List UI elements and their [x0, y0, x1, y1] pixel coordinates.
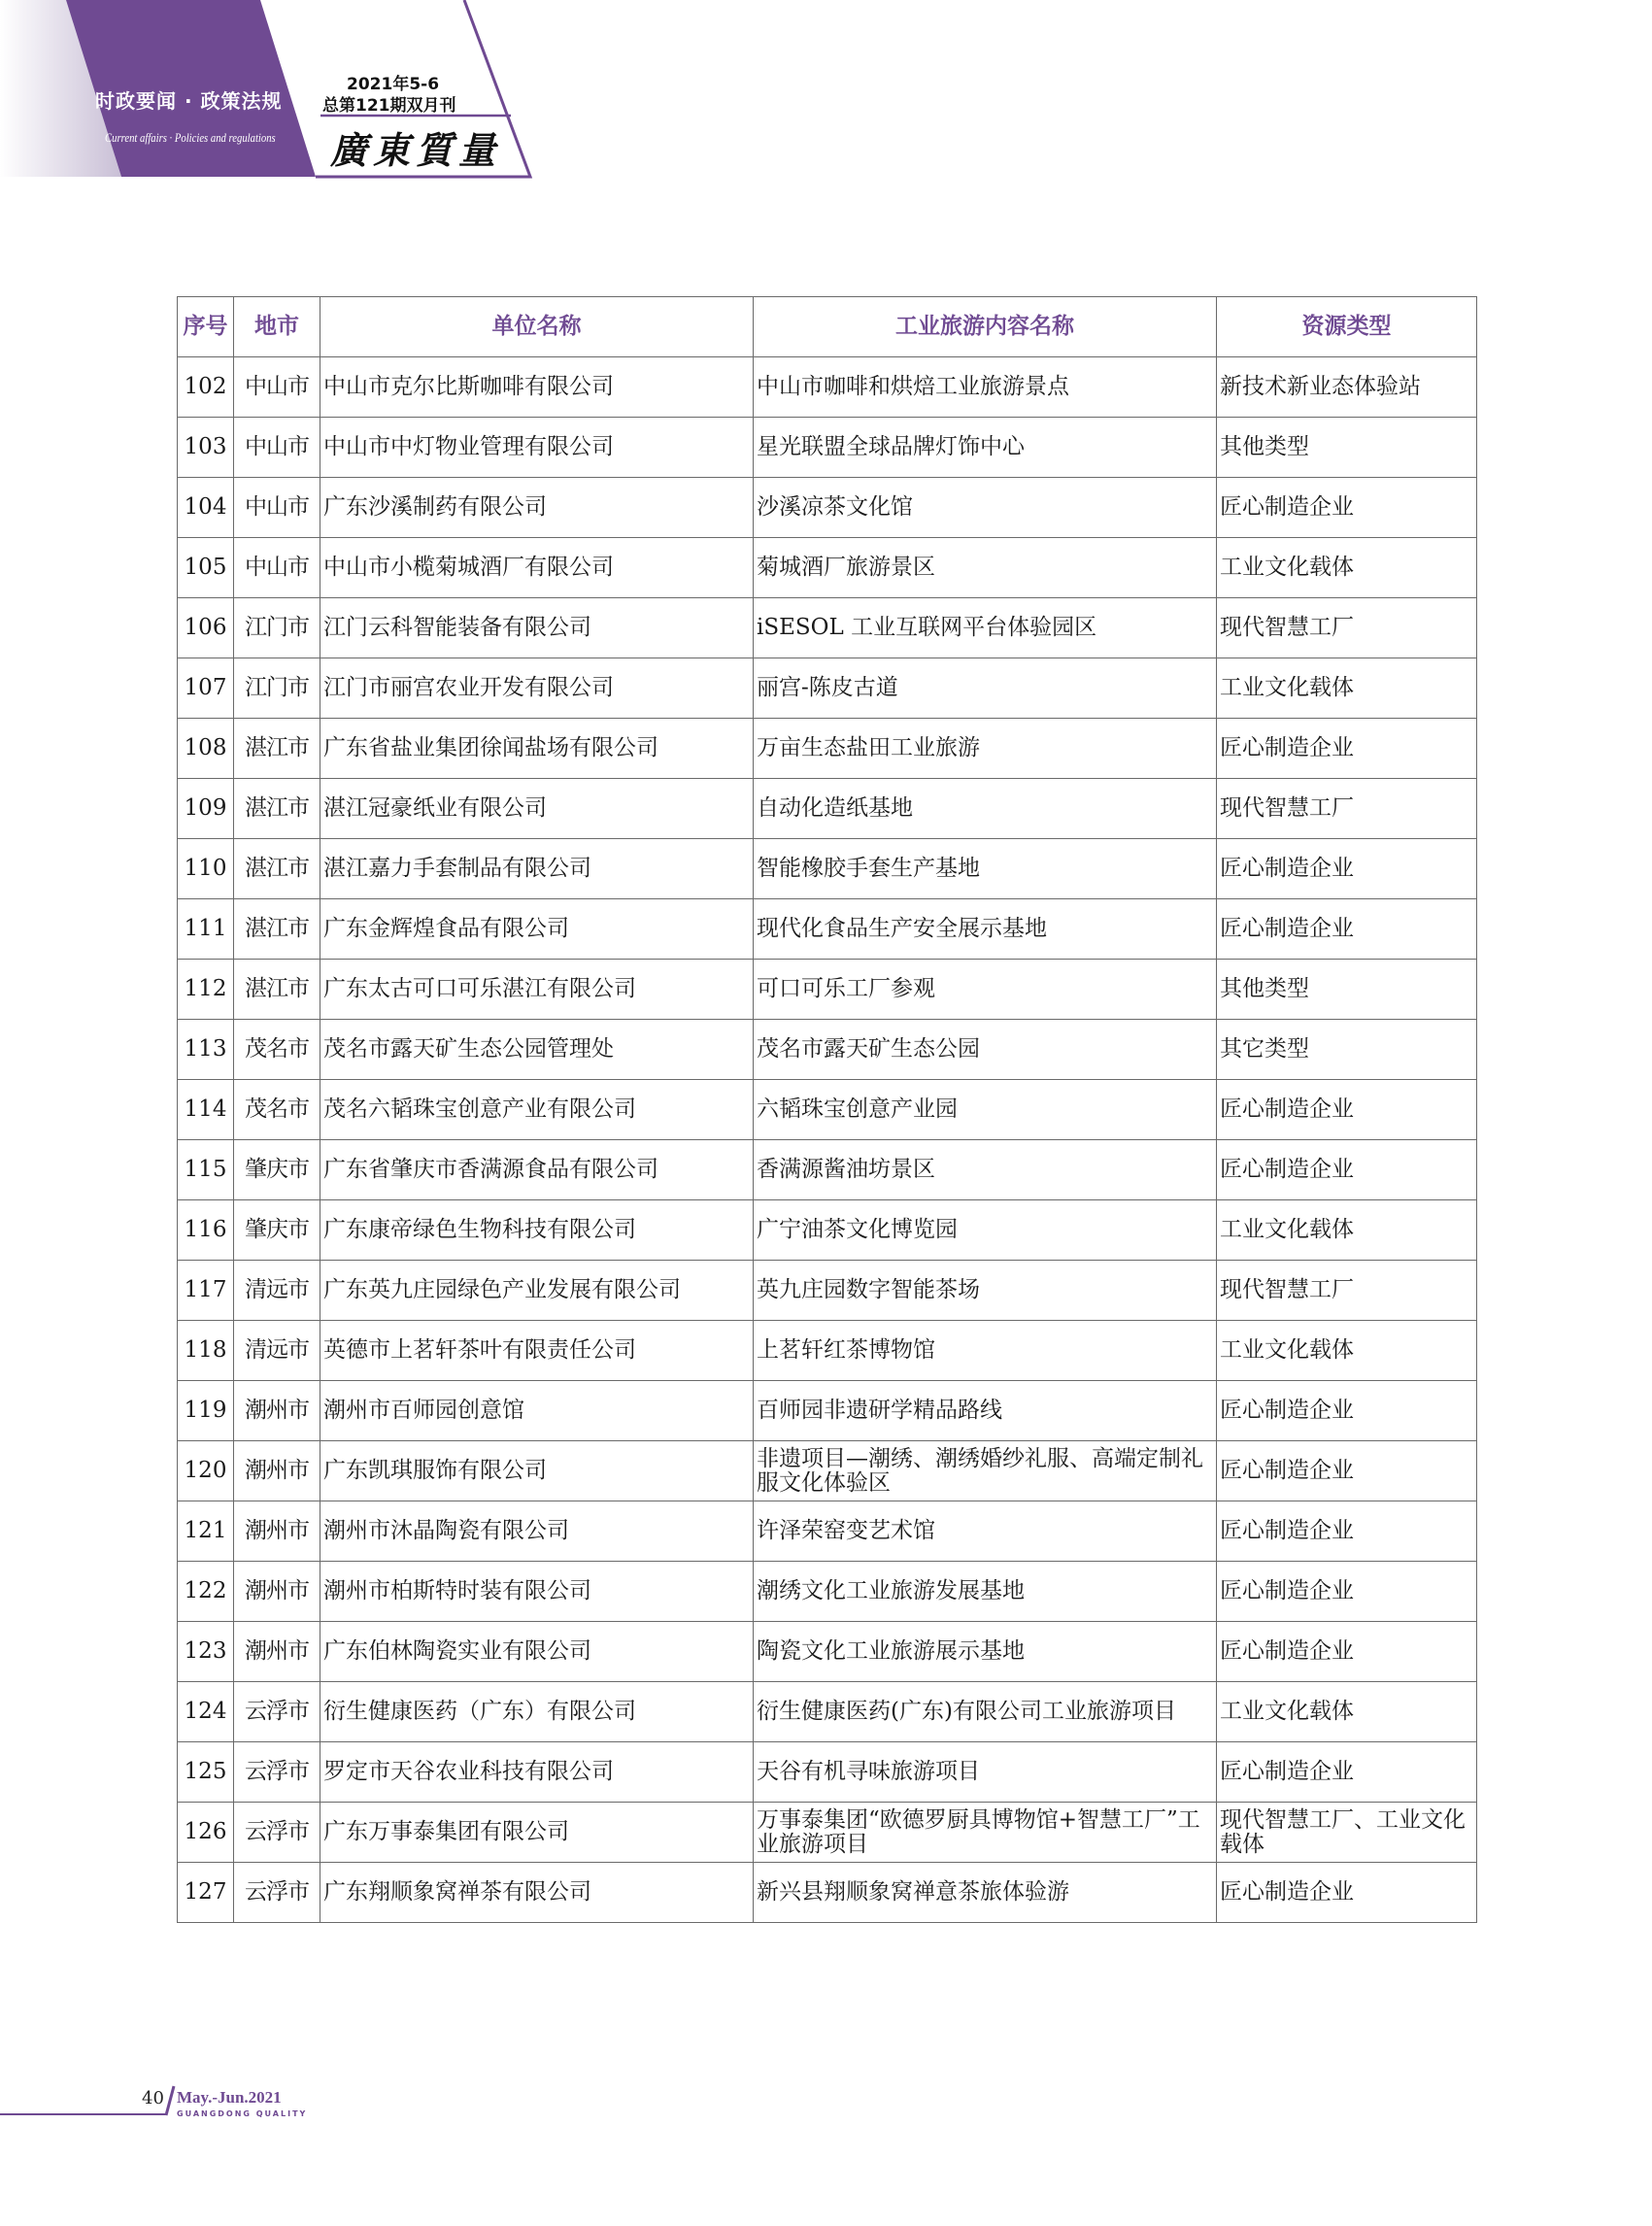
table-row [178, 1441, 1477, 1501]
table-row [178, 960, 1477, 1020]
table-row [178, 1020, 1477, 1080]
industrial-tourism-table [177, 296, 1477, 1923]
cell-resource-type: 现代智慧工厂 [1217, 1261, 1477, 1321]
footer-issue-date: May.-Jun.2021 [177, 2088, 282, 2107]
cell-unit-name: 广东省肇庆市香满源食品有限公司 [320, 1140, 754, 1200]
issue-date: 2021年5-6 [347, 75, 440, 94]
cell-tourism-content: 中山市咖啡和烘焙工业旅游景点 [754, 357, 1217, 418]
cell-resource-type: 匠心制造企业 [1217, 1501, 1477, 1562]
table-row [178, 357, 1477, 418]
cell-unit-name: 广东金辉煌食品有限公司 [320, 899, 754, 960]
cell-index: 121 [178, 1501, 234, 1562]
cell-index: 114 [178, 1080, 234, 1140]
cell-index: 119 [178, 1381, 234, 1441]
table-row [178, 719, 1477, 779]
cell-resource-type: 匠心制造企业 [1217, 1140, 1477, 1200]
cell-resource-type: 匠心制造企业 [1217, 1863, 1477, 1923]
cell-unit-name: 广东沙溪制药有限公司 [320, 478, 754, 538]
cell-resource-type: 匠心制造企业 [1217, 478, 1477, 538]
cell-resource-type: 匠心制造企业 [1217, 1742, 1477, 1803]
col-header-index: 序号 [178, 297, 234, 357]
page-header [0, 0, 1652, 185]
col-header-tourism-content: 工业旅游内容名称 [754, 297, 1217, 357]
cell-tourism-content: 非遗项目—潮绣、潮绣婚纱礼服、高端定制礼服文化体验区 [754, 1441, 1217, 1501]
page-number: 40 [142, 2088, 164, 2108]
cell-unit-name: 衍生健康医药（广东）有限公司 [320, 1682, 754, 1742]
cell-tourism-content: 沙溪凉茶文化馆 [754, 478, 1217, 538]
cell-resource-type: 现代智慧工厂 [1217, 598, 1477, 658]
cell-unit-name: 广东翔顺象窝禅茶有限公司 [320, 1863, 754, 1923]
cell-tourism-content: 百师园非遗研学精品路线 [754, 1381, 1217, 1441]
cell-index: 108 [178, 719, 234, 779]
cell-city: 茂名市 [234, 1020, 320, 1080]
cell-city: 云浮市 [234, 1803, 320, 1863]
table-row [178, 779, 1477, 839]
cell-city: 潮州市 [234, 1441, 320, 1501]
cell-resource-type: 匠心制造企业 [1217, 899, 1477, 960]
cell-index: 116 [178, 1200, 234, 1261]
cell-resource-type: 工业文化载体 [1217, 1682, 1477, 1742]
cell-tourism-content: 丽宫-陈皮古道 [754, 658, 1217, 719]
cell-city: 中山市 [234, 418, 320, 478]
cell-index: 122 [178, 1562, 234, 1622]
page-footer [0, 2078, 777, 2137]
section-subtitle-en: Current affairs · Policies and regulations [105, 130, 276, 145]
cell-unit-name: 茂名市露天矿生态公园管理处 [320, 1020, 754, 1080]
table-row [178, 1562, 1477, 1622]
cell-tourism-content: 万亩生态盐田工业旅游 [754, 719, 1217, 779]
cell-tourism-content: 英九庄园数字智能茶场 [754, 1261, 1217, 1321]
table-row [178, 598, 1477, 658]
cell-city: 湛江市 [234, 719, 320, 779]
cell-tourism-content: 潮绣文化工业旅游发展基地 [754, 1562, 1217, 1622]
cell-city: 中山市 [234, 538, 320, 598]
cell-city: 清远市 [234, 1321, 320, 1381]
footer-brand: GUANGDONG QUALITY [177, 2109, 308, 2118]
cell-city: 湛江市 [234, 899, 320, 960]
cell-tourism-content: 六韬珠宝创意产业园 [754, 1080, 1217, 1140]
cell-resource-type: 工业文化载体 [1217, 658, 1477, 719]
cell-index: 125 [178, 1742, 234, 1803]
cell-unit-name: 中山市中灯物业管理有限公司 [320, 418, 754, 478]
table-row [178, 538, 1477, 598]
cell-index: 126 [178, 1803, 234, 1863]
cell-city: 肇庆市 [234, 1140, 320, 1200]
cell-resource-type: 工业文化载体 [1217, 1321, 1477, 1381]
table-row [178, 1863, 1477, 1923]
cell-city: 清远市 [234, 1261, 320, 1321]
cell-resource-type: 匠心制造企业 [1217, 1080, 1477, 1140]
cell-index: 106 [178, 598, 234, 658]
cell-tourism-content: 菊城酒厂旅游景区 [754, 538, 1217, 598]
cell-city: 潮州市 [234, 1622, 320, 1682]
cell-index: 102 [178, 357, 234, 418]
cell-index: 118 [178, 1321, 234, 1381]
cell-index: 117 [178, 1261, 234, 1321]
table-row [178, 1682, 1477, 1742]
col-header-unit-name: 单位名称 [320, 297, 754, 357]
table-header-row [178, 297, 1477, 357]
cell-unit-name: 潮州市百师园创意馆 [320, 1381, 754, 1441]
cell-tourism-content: 星光联盟全球品牌灯饰中心 [754, 418, 1217, 478]
table-row [178, 1321, 1477, 1381]
cell-unit-name: 广东太古可口可乐湛江有限公司 [320, 960, 754, 1020]
cell-resource-type: 现代智慧工厂、工业文化载体 [1217, 1803, 1477, 1863]
magazine-masthead-logo: 廣東質量 [330, 128, 502, 172]
table-row [178, 1261, 1477, 1321]
cell-city: 潮州市 [234, 1562, 320, 1622]
cell-index: 111 [178, 899, 234, 960]
cell-index: 120 [178, 1441, 234, 1501]
cell-tourism-content: 自动化造纸基地 [754, 779, 1217, 839]
col-header-city: 地市 [234, 297, 320, 357]
cell-city: 肇庆市 [234, 1200, 320, 1261]
cell-resource-type: 新技术新业态体验站 [1217, 357, 1477, 418]
cell-unit-name: 湛江冠豪纸业有限公司 [320, 779, 754, 839]
cell-resource-type: 匠心制造企业 [1217, 1622, 1477, 1682]
cell-unit-name: 广东省盐业集团徐闻盐场有限公司 [320, 719, 754, 779]
table-row [178, 1080, 1477, 1140]
cell-index: 103 [178, 418, 234, 478]
cell-tourism-content: 现代化食品生产安全展示基地 [754, 899, 1217, 960]
cell-resource-type: 现代智慧工厂 [1217, 779, 1477, 839]
cell-city: 中山市 [234, 357, 320, 418]
table-row [178, 1140, 1477, 1200]
cell-unit-name: 茂名六韬珠宝创意产业有限公司 [320, 1080, 754, 1140]
cell-resource-type: 其他类型 [1217, 960, 1477, 1020]
table-row [178, 839, 1477, 899]
col-header-resource-type: 资源类型 [1217, 297, 1477, 357]
cell-city: 湛江市 [234, 779, 320, 839]
cell-tourism-content: 万事泰集团“欧德罗厨具博物馆+智慧工厂”工业旅游项目 [754, 1803, 1217, 1863]
cell-index: 110 [178, 839, 234, 899]
cell-city: 云浮市 [234, 1682, 320, 1742]
cell-unit-name: 广东英九庄园绿色产业发展有限公司 [320, 1261, 754, 1321]
cell-unit-name: 江门云科智能装备有限公司 [320, 598, 754, 658]
cell-city: 潮州市 [234, 1381, 320, 1441]
cell-tourism-content: 衍生健康医药(广东)有限公司工业旅游项目 [754, 1682, 1217, 1742]
cell-resource-type: 工业文化载体 [1217, 1200, 1477, 1261]
cell-tourism-content: 新兴县翔顺象窝禅意茶旅体验游 [754, 1863, 1217, 1923]
cell-unit-name: 英德市上茗轩茶叶有限责任公司 [320, 1321, 754, 1381]
cell-index: 113 [178, 1020, 234, 1080]
cell-city: 湛江市 [234, 960, 320, 1020]
cell-unit-name: 罗定市天谷农业科技有限公司 [320, 1742, 754, 1803]
cell-tourism-content: 可口可乐工厂参观 [754, 960, 1217, 1020]
cell-resource-type: 匠心制造企业 [1217, 1441, 1477, 1501]
table-row [178, 1381, 1477, 1441]
cell-unit-name: 广东伯林陶瓷实业有限公司 [320, 1622, 754, 1682]
cell-unit-name: 中山市克尔比斯咖啡有限公司 [320, 357, 754, 418]
cell-city: 云浮市 [234, 1742, 320, 1803]
cell-index: 107 [178, 658, 234, 719]
cell-index: 123 [178, 1622, 234, 1682]
cell-city: 江门市 [234, 598, 320, 658]
cell-tourism-content: 香满源酱油坊景区 [754, 1140, 1217, 1200]
cell-resource-type: 其他类型 [1217, 418, 1477, 478]
cell-city: 江门市 [234, 658, 320, 719]
issue-number: 总第121期双月刊 [322, 96, 456, 116]
cell-index: 124 [178, 1682, 234, 1742]
cell-unit-name: 中山市小榄菊城酒厂有限公司 [320, 538, 754, 598]
cell-resource-type: 匠心制造企业 [1217, 1562, 1477, 1622]
cell-index: 104 [178, 478, 234, 538]
cell-index: 112 [178, 960, 234, 1020]
cell-resource-type: 其它类型 [1217, 1020, 1477, 1080]
table-row [178, 1200, 1477, 1261]
cell-unit-name: 广东万事泰集团有限公司 [320, 1803, 754, 1863]
cell-tourism-content: 广宁油茶文化博览园 [754, 1200, 1217, 1261]
table-row [178, 1803, 1477, 1863]
table-row [178, 1742, 1477, 1803]
cell-city: 茂名市 [234, 1080, 320, 1140]
cell-city: 云浮市 [234, 1863, 320, 1923]
cell-city: 中山市 [234, 478, 320, 538]
cell-tourism-content: 上茗轩红茶博物馆 [754, 1321, 1217, 1381]
footer-rule [0, 2113, 167, 2115]
section-title: 时政要闻 · 政策法规 [95, 89, 283, 113]
table-row [178, 1501, 1477, 1562]
cell-tourism-content: 茂名市露天矿生态公园 [754, 1020, 1217, 1080]
cell-unit-name: 湛江嘉力手套制品有限公司 [320, 839, 754, 899]
cell-unit-name: 潮州市沐晶陶瓷有限公司 [320, 1501, 754, 1562]
cell-unit-name: 潮州市柏斯特时装有限公司 [320, 1562, 754, 1622]
cell-tourism-content: 天谷有机寻味旅游项目 [754, 1742, 1217, 1803]
cell-index: 127 [178, 1863, 234, 1923]
cell-resource-type: 匠心制造企业 [1217, 1381, 1477, 1441]
footer-slash-icon [163, 2084, 177, 2117]
cell-resource-type: 匠心制造企业 [1217, 719, 1477, 779]
cell-index: 105 [178, 538, 234, 598]
cell-city: 潮州市 [234, 1501, 320, 1562]
table-row [178, 418, 1477, 478]
table-row [178, 899, 1477, 960]
table-row [178, 658, 1477, 719]
table-row [178, 478, 1477, 538]
cell-tourism-content: iSESOL 工业互联网平台体验园区 [754, 598, 1217, 658]
table-row [178, 1622, 1477, 1682]
cell-index: 109 [178, 779, 234, 839]
cell-tourism-content: 许泽荣窑变艺术馆 [754, 1501, 1217, 1562]
cell-unit-name: 广东康帝绿色生物科技有限公司 [320, 1200, 754, 1261]
cell-unit-name: 江门市丽宫农业开发有限公司 [320, 658, 754, 719]
cell-index: 115 [178, 1140, 234, 1200]
cell-city: 湛江市 [234, 839, 320, 899]
cell-tourism-content: 智能橡胶手套生产基地 [754, 839, 1217, 899]
cell-resource-type: 匠心制造企业 [1217, 839, 1477, 899]
cell-resource-type: 工业文化载体 [1217, 538, 1477, 598]
cell-tourism-content: 陶瓷文化工业旅游展示基地 [754, 1622, 1217, 1682]
cell-unit-name: 广东凯琪服饰有限公司 [320, 1441, 754, 1501]
